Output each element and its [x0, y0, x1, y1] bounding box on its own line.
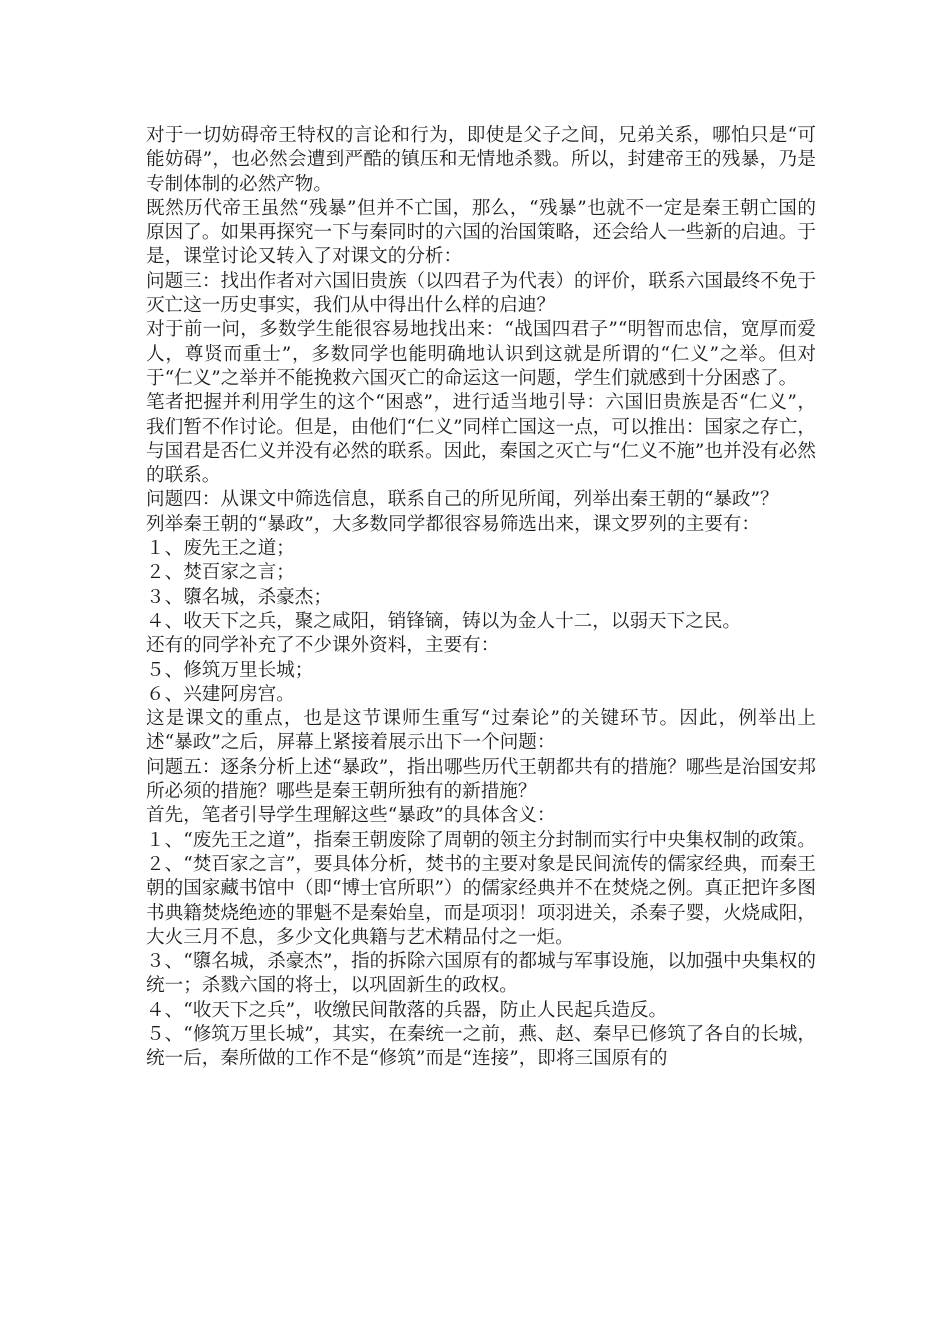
- analysis-item-2: ２、“焚百家之言”，要具体分析，焚书的主要对象是民间流传的儒家经典，而秦王朝的国家藏书馆中（即“博士官所职”）的儒家经典并不在焚烧之例。真正把许多图书典籍焚烧绝迹的罪魁不是秦始皇，而是项羽！项羽进关，杀秦子婴，火烧咸阳，大火三月不息，多少文化典籍与艺术精品付之一炬。: [146, 853, 816, 948]
- paragraph-5: 笔者把握并利用学生的这个“困惑”，进行适当地引导：六国旧贵族是否“仁义”，我们暂不作讨论。但是，由他们“仁义”同样亡国这一点，可以推出：国家之存亡，与国君是否仁义并没有必然的联系。因此，秦国之灭亡与“仁义不施”也并没有必然的联系。: [146, 392, 816, 487]
- analysis-item-4: ４、“收天下之兵”，收缴民间散落的兵器，防止人民起兵造反。: [146, 999, 668, 1021]
- list-item-5: ５、修筑万里长城；: [146, 659, 314, 681]
- paragraph-1: 对于一切妨碍帝王特权的言论和行为，即使是父子之间，兄弟关系，哪怕只是“可能妨碍”，也必然会遭到严酷的镇压和无情地杀戮。所以，封建帝王的残暴，乃是专制体制的必然产物。: [146, 125, 816, 195]
- list-item-2: ２、焚百家之言；: [146, 562, 295, 584]
- paragraph-12: 还有的同学补充了不少课外资料，主要有：: [146, 635, 500, 657]
- analysis-item-3: ３、“隳名城，杀豪杰”，指的拆除六国原有的都城与军事设施，以加强中央集权的统一；杀戮六国的将士，以巩固新生的政权。: [146, 951, 816, 997]
- question-5: 问题五：逐条分析上述“暴政”，指出哪些历代王朝都共有的措施？哪些是治国安邦所必须的措施？哪些是秦王朝所独有的新措施？: [146, 756, 816, 803]
- paragraph-4: 对于前一问，多数学生能很容易地找出来：“战国四君子”“明智而忠信，宽厚而爱人，尊贤而重士”，多数同学也能明确地认识到这就是所谓的“仁义”之举。但对于“仁义”之举并不能挽救六国灭亡的命运这一问题，学生们就感到十分困惑了。: [146, 319, 816, 389]
- body-text: [146, 124, 816, 1072]
- paragraph-2: 既然历代帝王虽然“残暴”但并不亡国，那么，“残暴”也就不一定是秦王朝亡国的原因了。如果再探究一下与秦同时的六国的治国策略，还会给人一些新的启迪。于是，课堂讨论又转入了对课文的分析：: [146, 197, 816, 268]
- question-3: 问题三：找出作者对六国旧贵族（以四君子为代表）的评价，联系六国最终不免于灭亡这一历史事实，我们从中得出什么样的启迪？: [146, 270, 816, 317]
- list-item-4: ４、收天下之兵，聚之咸阳，销锋镝，铸以为金人十二，以弱天下之民。: [146, 610, 742, 632]
- paragraph-7: 列举秦王朝的“暴政”，大多数同学都很容易筛选出来，课文罗列的主要有：: [146, 513, 761, 535]
- list-item-1: １、废先王之道；: [146, 538, 295, 560]
- paragraph-15: 这是课文的重点，也是这节课师生重写“过秦论”的关键环节。因此，例举出上述“暴政”之后，屏幕上紧接着展示出下一个问题：: [146, 708, 816, 754]
- paragraph-17: 首先，笔者引导学生理解这些“暴政”的具体含义：: [146, 805, 556, 827]
- analysis-item-1: １、“废先王之道”，指秦王朝废除了周朝的领主分封制而实行中央集权制的政策。: [146, 829, 816, 851]
- question-4: 问题四：从课文中筛选信息，联系自己的所见所闻，列举出秦王朝的“暴政”？: [146, 489, 779, 511]
- list-item-6: ６、兴建阿房宫。: [146, 683, 295, 705]
- list-item-3: ３、隳名城，杀豪杰；: [146, 586, 332, 608]
- analysis-item-5: ５、“修筑万里长城”，其实，在秦统一之前，燕、赵、秦早已修筑了各自的长城，统一后，秦所做的工作不是“修筑”而是“连接”，即将三国原有的: [146, 1023, 816, 1070]
